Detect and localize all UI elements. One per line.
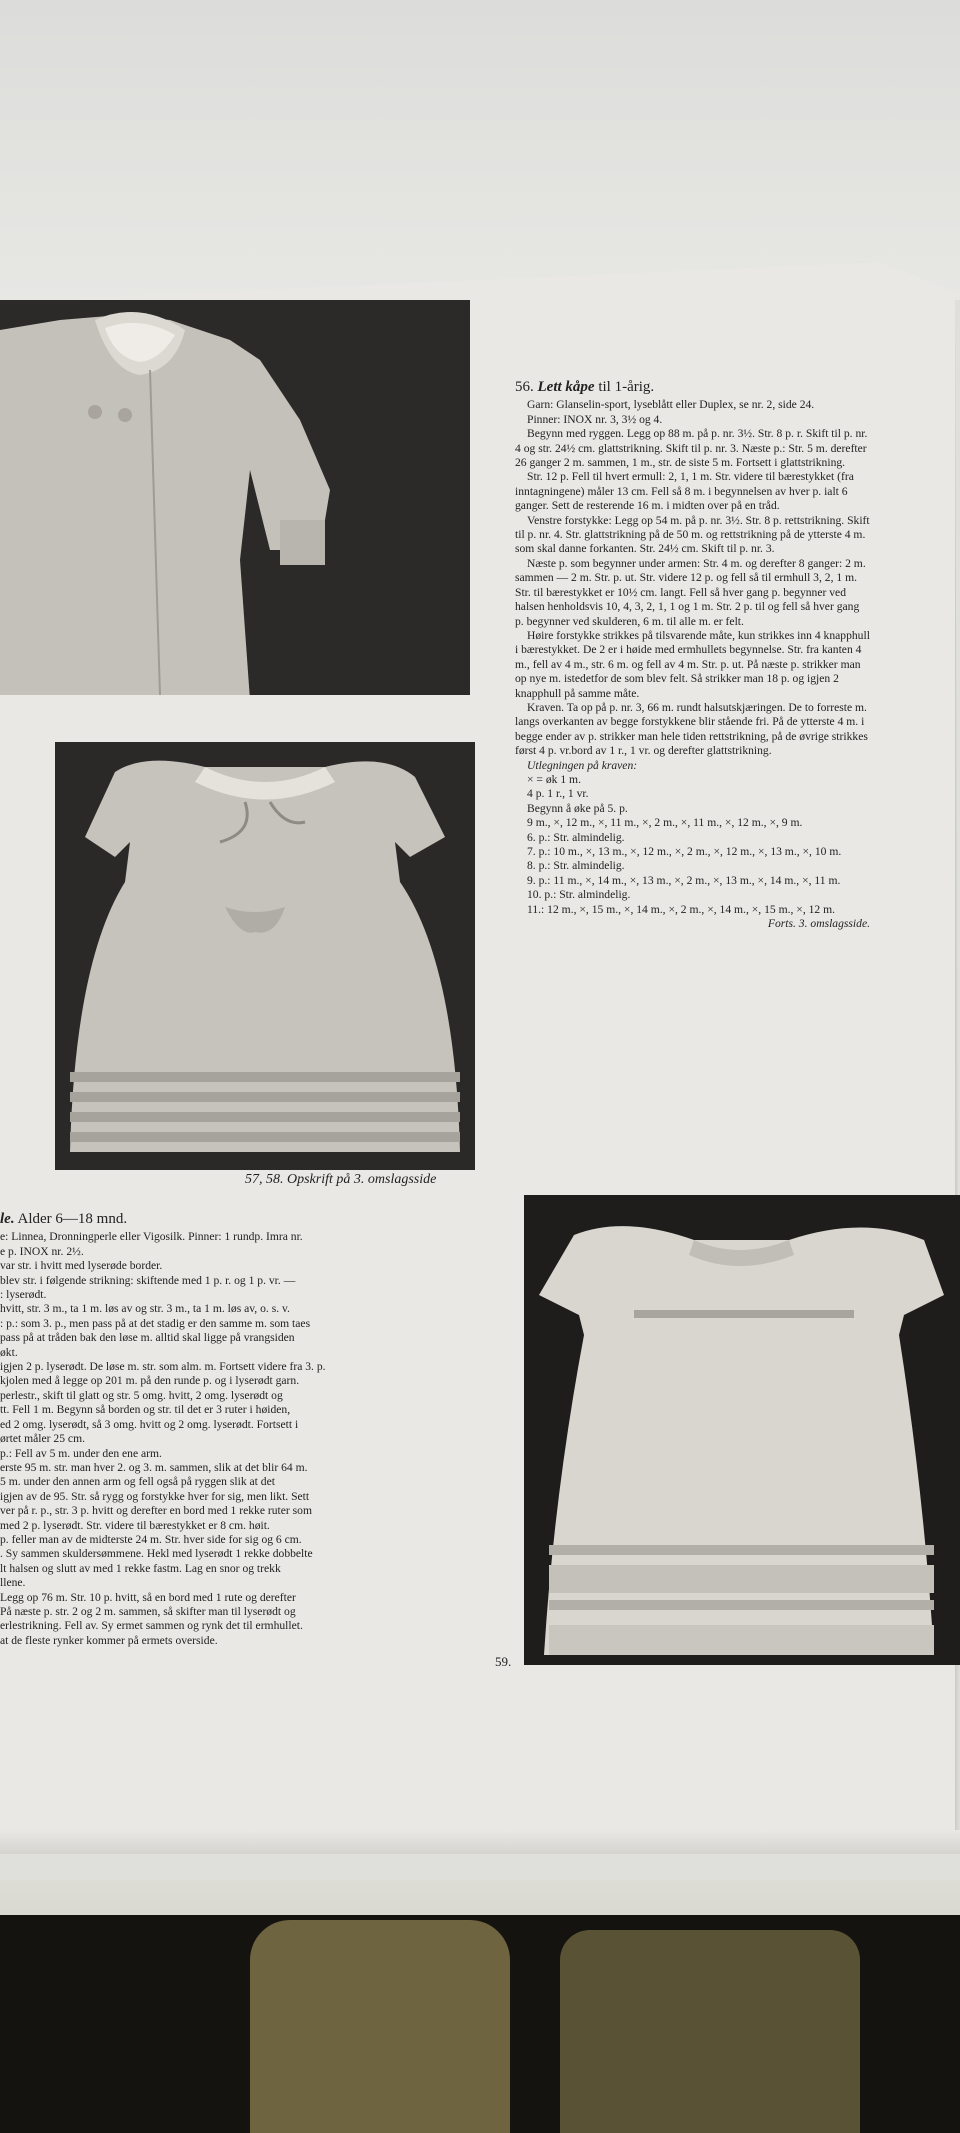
text-line: lt halsen og slutt av med 1 rekke fastm. Lag en snor og trekk bbox=[0, 1561, 281, 1575]
text-line: 9. p.: 11 m., ×, 14 m., ×, 13 m., ×, 2 m., ×, 13 m., ×, 14 m., ×, 11 m. bbox=[527, 873, 841, 887]
text-line: erlestrikning. Fell av. Sy ermet sammen og rynk det til ermhullet. bbox=[0, 1619, 303, 1633]
pattern-number: 56. bbox=[515, 379, 534, 395]
floor-object-right bbox=[560, 1930, 860, 2133]
pattern-title: Lett kåpe bbox=[537, 379, 595, 395]
photo-dress-57-58 bbox=[55, 742, 475, 1170]
text-line: 8. p.: Str. almindelig. bbox=[527, 859, 625, 873]
page-bottom-edge bbox=[0, 1830, 960, 1854]
coat-illustration bbox=[0, 300, 470, 695]
text-line: at de fleste rynker kommer på ermets overside. bbox=[0, 1633, 218, 1647]
pattern-56-heading bbox=[515, 380, 870, 394]
text-line: 5 m. under den annen arm og fell også på ryggen slik at det bbox=[0, 1475, 275, 1489]
text-line: var str. i hvitt med lyserøde border. bbox=[0, 1259, 163, 1273]
text-line: tt. Fell 1 m. Begynn så borden og str. til det er 3 ruter i høiden, bbox=[0, 1403, 291, 1417]
text-line: 11.: 12 m., ×, 15 m., ×, 14 m., ×, 2 m., ×, 14 m., ×, 15 m., ×, 12 m. bbox=[527, 902, 836, 916]
text-line: Utlegningen på kraven: bbox=[527, 758, 638, 772]
dress-59-illustration bbox=[524, 1195, 960, 1665]
text-line: hvitt, str. 3 m., ta 1 m. løs av og str. 3 m., ta 1 m. løs av, o. s. v. bbox=[0, 1302, 290, 1316]
text-line: Høire forstykke strikkes på tilsvarende måte, kun strikkes inn 4 knapphull i bærestykket. De 2 er i høide med ermhullets begynnelse. Str. fra kanten 4 m., fell av 4 m., str. 6 m. og fell av 4 m. Str. p. ut. På næste p. strikker man op nye m. istedetfor de som blev felt. Så strikker man 18 p. og igjen 2 knapphull på samme måte. bbox=[515, 628, 870, 700]
text-line: med 2 p. lyserødt. Str. videre til bærestykket er 8 cm. høit. bbox=[0, 1518, 270, 1532]
text-line: llene. bbox=[0, 1576, 26, 1590]
pattern-left-age: Alder 6—18 mnd. bbox=[17, 1211, 128, 1227]
text-line: 9 m., ×, 12 m., ×, 11 m., ×, 2 m., ×, 11 m., ×, 12 m., ×, 9 m. bbox=[527, 816, 803, 830]
text-line: e: Linnea, Dronningperle eller Vigosilk. Pinner: 1 rundp. Imra nr. bbox=[0, 1230, 303, 1244]
text-line: × = øk 1 m. bbox=[527, 772, 581, 786]
text-line: Venstre forstykke: Legg op 54 m. på p. nr. 3½. Str. 8 p. rettstrikning. Skift til p. nr. 4. Str. glattstrikning på de 50 m. og rettstrikning på de ytterste 4 m. som skal danne forkanten. Str. 24½ cm. Skift til p. nr. 3. bbox=[515, 513, 870, 556]
pattern-left-heading bbox=[0, 1212, 460, 1226]
text-line: ver på r. p., str. 3 p. hvitt og derefter en bord med 1 rekke ruter som bbox=[0, 1504, 312, 1518]
text-line: 6. p.: Str. almindelig. bbox=[527, 830, 625, 844]
pattern-left-title: le. bbox=[0, 1211, 15, 1227]
text-line: Legg op 76 m. Str. 10 p. hvitt, så en bord med 1 rute og derefter bbox=[0, 1590, 296, 1604]
text-line: ed 2 omg. lyserødt, så 3 omg. hvitt og 2 omg. lyserødt. Fortsett i bbox=[0, 1417, 299, 1431]
pattern-56-text bbox=[515, 380, 870, 931]
text-line: Pinner: INOX nr. 3, 3½ og 4. bbox=[527, 412, 663, 426]
text-line: Næste p. som begynner under armen: Str. 4 m. og derefter 8 ganger: 2 m. sammen — 2 m. Str. p. ut. Str. videre 12 p. og fell så til ermhull 3, 2, 1 m. Str. til bærestykket er 10½ cm. langt. Fell så hver gang p. begynner ved halsen henholdsvis 10, 4, 3, 2, 1, 1 og 1 m. Str. 2 p. til og fell så hver gang p. begynner ved skulderen, 6 m. til alle m. er felt. bbox=[515, 556, 866, 628]
text-line: igjen av de 95. Str. så rygg og forstykke hver for sig, men likt. Sett bbox=[0, 1489, 310, 1503]
text-line: blev str. i følgende strikning: skiftende med 1 p. r. og 1 p. vr. — bbox=[0, 1273, 296, 1287]
text-line: perlestr., skift til glatt og str. 5 omg. hvitt, 2 omg. lyserødt og bbox=[0, 1388, 283, 1402]
photo-dress-59 bbox=[524, 1195, 960, 1665]
text-line: Begynn å øke på 5. p. bbox=[527, 801, 628, 815]
text-line: På næste p. str. 2 og 2 m. sammen, så skifter man til lyserødt og bbox=[0, 1604, 296, 1618]
text-line: igjen 2 p. lyserødt. De løse m. str. som alm. m. Fortsett videre fra 3. p. bbox=[0, 1360, 326, 1374]
text-line: økt. bbox=[0, 1345, 18, 1359]
text-line: erste 95 m. str. man hver 2. og 3. m. sammen, slik at det blir 64 m. bbox=[0, 1460, 308, 1474]
text-line: Begynn med ryggen. Legg op 88 m. på p. nr. 3½. Str. 8 p. r. Skift til p. nr. 4 og str. 24½ cm. glattstrikning. Skift til p. nr. 3. Næste p.: Str. 5 m. derefter 26 ganger 2 m. sammen, 1 m., str. de siste 5 m. Fortsett i glattstrikning. bbox=[515, 427, 868, 470]
text-line: e p. INOX nr. 2½. bbox=[0, 1244, 84, 1258]
text-line: Kraven. Ta op på p. nr. 3, 66 m. rundt halsutskjæringen. De to forreste m. langs overkanten av begge forstykkene blir stående fri. På de ytterste 4 m. i begge ender av p. strikker man hele tiden rettstrikning, på de øvrige strikkes først 4 p. vr.bord av 1 r., 1 vr. og derefter glattstrikning. bbox=[515, 700, 868, 758]
text-line: pass på at tråden bak den løse m. alltid skal ligge på vrangsiden bbox=[0, 1331, 295, 1345]
text-line: 10. p.: Str. almindelig. bbox=[527, 888, 631, 902]
continued-note: Forts. 3. omslagsside. bbox=[767, 917, 870, 931]
photo-coat-56 bbox=[0, 300, 470, 695]
text-line: 7. p.: 10 m., ×, 13 m., ×, 12 m., ×, 2 m., ×, 12 m., ×, 13 m., ×, 10 m. bbox=[527, 845, 842, 858]
text-line: : p.: som 3. p., men pass på at det stadig er den samme m. som taes bbox=[0, 1316, 311, 1330]
text-line: : lyserødt. bbox=[0, 1288, 47, 1302]
table-surface-top bbox=[0, 0, 960, 300]
caption-57-58: 57, 58. Opskrift på 3. omslagsside bbox=[245, 1172, 437, 1187]
text-line: kjolen med å legge op 201 m. på den runde p. og i lyserødt garn. bbox=[0, 1374, 300, 1388]
text-line: 4 p. 1 r., 1 vr. bbox=[527, 787, 589, 801]
pattern-left-text bbox=[0, 1212, 460, 1648]
text-line: p.: Fell av 5 m. under den ene arm. bbox=[0, 1446, 162, 1460]
text-line: . Sy sammen skuldersømmene. Hekl med lyserødt 1 rekke dobbelte bbox=[0, 1547, 313, 1561]
text-line: ørtet måler 25 cm. bbox=[0, 1432, 85, 1446]
text-line: Garn: Glanselin-sport, lyseblått eller Duplex, se nr. 2, side 24. bbox=[527, 398, 815, 412]
floor-object-left bbox=[250, 1920, 510, 2133]
text-line: p. feller man av de midterste 24 m. Str. hver side for sig og 6 cm. bbox=[0, 1532, 302, 1546]
text-line: Str. 12 p. Fell til hvert ermull: 2, 1, 1 m. Str. videre til bærestykket (fra inntagningene) måler 13 cm. Fell så 8 m. i begynnelsen av hver p. ialt 6 ganger. Sett de resterende 16 m. i midten over på en tråd. bbox=[515, 470, 854, 513]
page-number: 59. bbox=[495, 1654, 512, 1669]
dress-illustration bbox=[55, 742, 475, 1170]
pattern-subtitle: til 1-årig. bbox=[598, 379, 655, 395]
